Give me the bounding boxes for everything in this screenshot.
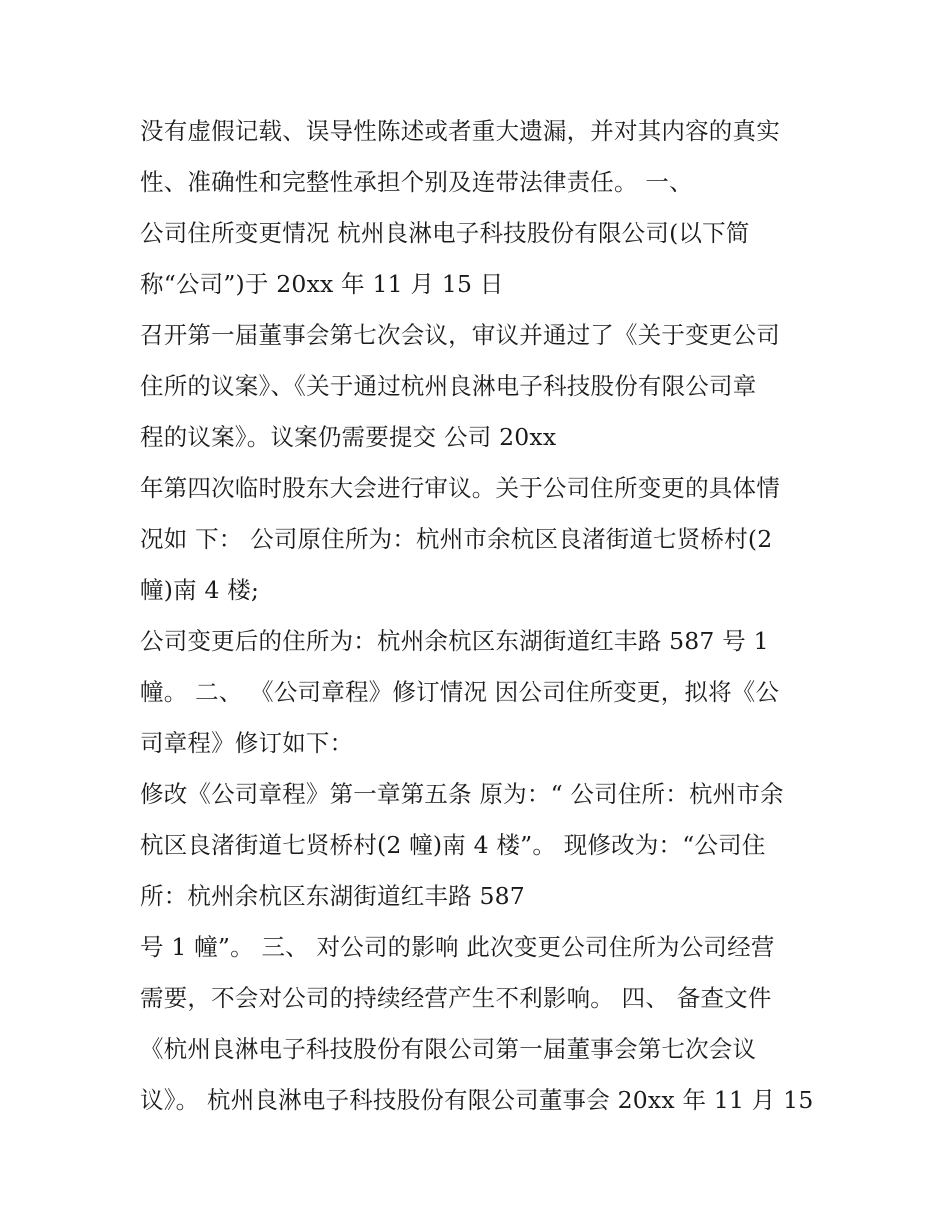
text-line-8: 年第四次临时股东大会进行审议。关于公司住所变更的具体情 bbox=[140, 474, 780, 502]
document-body bbox=[140, 106, 830, 1126]
text-line-6: 住所的议案》、《关于通过杭州良淋电子科技股份有限公司章 bbox=[140, 372, 757, 400]
text-line-20: 议》。 杭州良淋电子科技股份有限公司董事会 20xx 年 11 月 15 bbox=[140, 1086, 814, 1114]
text-line-5: 召开第一届董事会第七次会议，审议并通过了《关于变更公司 bbox=[140, 321, 780, 349]
text-line-17: 号 1 幢”。 三、 对公司的影响 此次变更公司住所为公司经营 bbox=[140, 933, 775, 961]
text-line-12: 幢。 二、 《公司章程》修订情况 因公司住所变更，拟将《公 bbox=[140, 678, 780, 706]
text-line-4: 称“公司”)于 20xx 年 11 月 15 日 bbox=[140, 270, 504, 298]
text-line-18: 需要，不会对公司的持续经营产生不利影响。 四、 备查文件 bbox=[140, 984, 772, 1012]
text-line-13: 司章程》修订如下： bbox=[140, 729, 354, 757]
text-line-7: 程的议案》。议案仍需要提交 公司 20xx bbox=[140, 423, 557, 451]
text-line-16: 所：杭州余杭区东湖街道红丰路 587 bbox=[140, 882, 525, 910]
text-line-11: 公司变更后的住所为：杭州余杭区东湖街道红丰路 587 号 1 bbox=[140, 627, 769, 655]
text-line-9: 况如 下： 公司原住所为：杭州市余杭区良渚街道七贤桥村(2 bbox=[140, 525, 773, 553]
text-line-1: 没有虚假记载、误导性陈述或者重大遗漏，并对其内容的真实 bbox=[140, 117, 780, 145]
text-line-3: 公司住所变更情况 杭州良淋电子科技股份有限公司(以下简 bbox=[140, 219, 750, 247]
text-line-19: 《杭州良淋电子科技股份有限公司第一届董事会第七次会议 bbox=[140, 1035, 757, 1063]
text-line-15: 杭区良渚街道七贤桥村(2 幢)南 4 楼”。 现修改为：“公司住 bbox=[140, 831, 766, 859]
text-line-2: 性、准确性和完整性承担个别及连带法律责任。 一、 bbox=[140, 168, 693, 196]
text-line-14: 修改《公司章程》第一章第五条 原为：“ 公司住所：杭州市余 bbox=[140, 780, 784, 808]
text-line-10: 幢)南 4 楼; bbox=[140, 576, 260, 604]
